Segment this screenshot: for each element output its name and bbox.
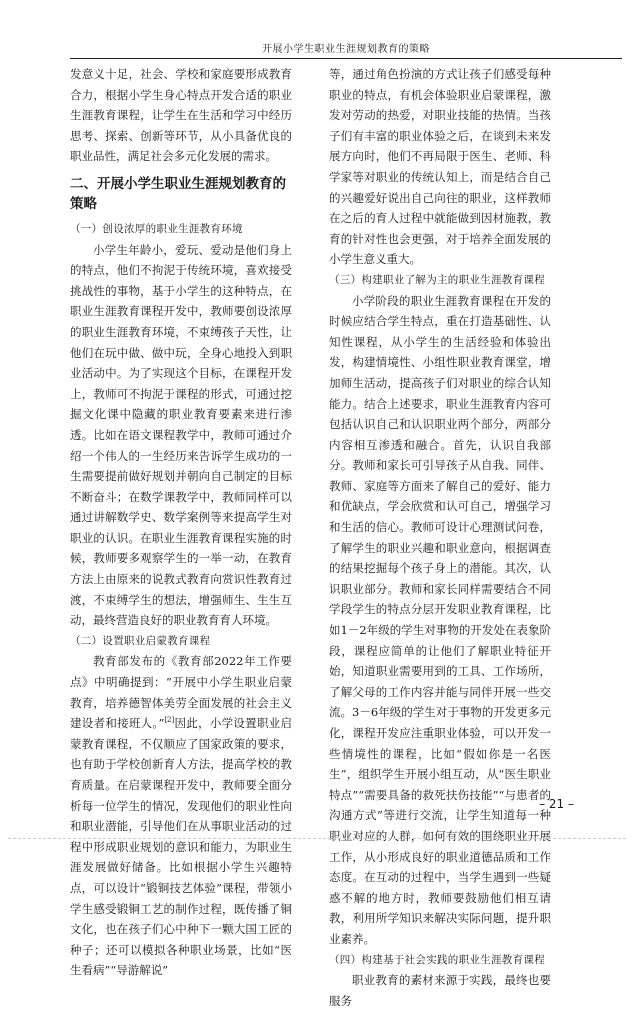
running-header: 开展小学生职业生涯规划教育的策略 <box>70 40 622 59</box>
bottom-divider <box>8 838 626 839</box>
subsection-4-paragraph: 职业教育的素材来源于实践，最终也要服务 <box>329 973 551 1008</box>
subsection-3-paragraph: 小学阶段的职业生涯教育课程在开发的时候应结合学生特点，重在打造基础性、认知性课程，从小学生的生活经验和体验出发，构建情境性、小组性职业教育课堂，增加师生活动，提高孩子们对职业的综合认知能力。结合上述要求，职业生涯教育内容可包括认识自己和认识职业两个部分，两部分内容相互渗透和融合。首先，认识自我部分。教师和家长可引导孩子从自我、同伴、教师、家庭等方面来了解自己的爱好、能力和优缺点，学会欣赏和认可自己，增强学习和生活的信心。教师可设计心理测试问卷，了解学生的职业兴趣和职业意向，根据调查的结果挖掘每个孩子身上的潜能。其次，认识职业部分。教师和家长同样需要结合不同学段学生的特点分层开发职业教育课程，比如1－2年级的学生对事物的开发处在表象阶段，课程应简单的让他们了解职业特征开始，知道职业需要用到的工具、工作场所，了解父母的工作内容并能与同伴开展一些交流。3－6年级的学生对于事物的开发更多元化，课程开发应注重职业体验，可以开发一些情境性的课程，比如“假如你是一名医生”，组织学生开展小组互动，从“医生职业特点”“需要具备的救死扶伤技能”“与患者的沟通方式”等进行交流，让学生知道每一种职业对应的人群，如何有效的围绕职业开展工作，从小形成良好的职业道德品质和工作态度。在互动的过程中，当学生遇到一些疑惑不解的地方时，教师要鼓励他们相互请教，利用所学知识来解决实际问题，提升职业素养。 <box>329 293 551 946</box>
subsection-2-paragraph <box>70 651 292 981</box>
section-heading: 二、开展小学生职业生涯规划教育的策略 <box>70 175 286 212</box>
page-number: – 21 – <box>539 797 574 811</box>
paragraph-text: 因此，小学设置职业启蒙教育课程，不仅顺应了国家政策的要求，也有助于学校创新育人方法，提高学校的教育质量。在启蒙课程开发中，教师要全面分析每一位学生的情况，发现他们的职业性向和职业潜能，引导他们在从事职业活动的过程中形成职业规划的意识和能力，为职业生涯发展做好储备。比如根据小学生兴趣特点，可以设计“锻铜技艺体验”课程，带领小学生感受锻铜工艺的制作过程，既传播了铜文化，也在孩子们心中种下一颗大国工匠的种子；还可以模拟各种职业场景，比如“医生看病”“导游解说” <box>70 716 292 978</box>
subsection-heading-1: （一）创设浓厚的职业生涯教育环境 <box>70 222 243 235</box>
subsection-heading-4: （四）构建基于社会实践的职业生涯教育课程 <box>329 953 545 966</box>
continued-paragraph: 等，通过角色扮演的方式让孩子们感受每种职业的特点，有机会体验职业启蒙课程，激发对劳动的热爱，对职业技能的热情。当孩子们有丰富的职业体验之后，在谈到未来发展方向时，他们不再局限于医生、老师、科学家等对职业的传统认知上，而是结合自己的兴趣爱好说出自己向往的职业，这样教师在之后的育人过程中就能做到因材施教，教育的针对性也会更强，对于培养全面发展的小学生意义重大。 <box>329 67 551 267</box>
subsection-1-paragraph: 小学生年龄小，爱玩、爱动是他们身上的特点，他们不拘泥于传统环境，喜欢接受挑战性的事物，基于小学生的这种特点，在职业生涯教育课程开发中，教师要创设浓厚的职业生涯教育环境，不束缚孩子天性，让他们在玩中做、做中玩，全身心地投入到职业活动中。为了实现这个目标，在课程开发上，教师可不拘泥于课程的形式，可通过挖掘文化课中隐藏的职业教育要素来进行渗透。比如在语文课程教学中，教师可通过介绍一个伟人的一生经历来告诉学生成功的一生需要提前做好规划并朝向自己制定的目标不断奋斗；在数学课教学中，教师同样可以通过讲解数学史、数学案例等来提高学生对职业的认识。在职业生涯教育课程实施的时候，教师要多观察学生的一举一动，在教育方法上由原来的说教式教育向赏识性教育过渡，不束缚学生的想法，增强师生、生生互动，最终营造良好的职业教育育人环境。 <box>70 242 292 628</box>
subsection-heading-2: （二）设置职业启蒙教育课程 <box>70 634 211 647</box>
left-column <box>70 64 292 981</box>
intro-paragraph: 发意义十足，社会、学校和家庭要形成教育合力，根据小学生身心特点开发合适的职业生涯教育课程，让学生在生活和学习中经历思考、探索、创新等环节，从小具备优良的职业品性，满足社会多元化发展的需求。 <box>70 67 292 164</box>
citation-marker: [2] <box>164 716 175 725</box>
subsection-heading-3: （三）构建职业了解为主的职业生涯教育课程 <box>329 273 545 286</box>
right-column <box>329 64 551 1011</box>
paragraph-text: 教育部发布的《教育部2022年工作要点》中明确提到：“开展中小学生职业启蒙教育，培养德智体美劳全面发展的社会主义建设者和接班人。” <box>70 654 292 731</box>
